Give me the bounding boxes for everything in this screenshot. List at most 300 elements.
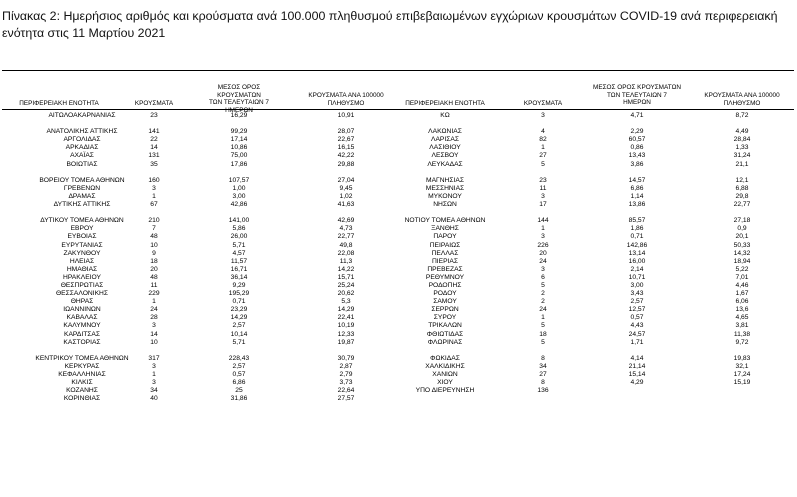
table-row	[0, 258, 797, 266]
left-per100k-cell: 25,24	[337, 281, 355, 289]
right-region-cell: ΣΕΡΡΩΝ	[431, 306, 459, 314]
right-per100k-cell: 21,1	[735, 160, 749, 168]
left-per100k-cell: 1,02	[339, 192, 353, 200]
left-avg7-cell: 195,29	[228, 290, 250, 298]
right-per100k-cell: 15,19	[733, 379, 751, 387]
right-region-cell: ΠΙΕΡΙΑΣ	[431, 257, 459, 265]
left-per100k-cell: 22,08	[337, 249, 355, 257]
left-cases-cell: 67	[150, 201, 158, 209]
left-cases-cell: 3	[152, 322, 156, 330]
right-region-cell: ΧΑΝΙΩΝ	[432, 371, 458, 378]
left-region-cell: ΕΥΡΥΤΑΝΙΑΣ	[61, 241, 103, 249]
table-row	[0, 339, 797, 347]
table-row	[0, 387, 797, 395]
left-avg7-cell: 75,00	[230, 152, 248, 160]
table-row	[0, 363, 797, 371]
right-cases-cell: 27	[539, 371, 547, 378]
right-per100k-cell: 7,01	[735, 273, 749, 281]
left-avg7-cell: 107,57	[228, 176, 250, 184]
left-per100k-cell: 3,73	[339, 379, 353, 387]
left-per100k-cell: 10,91	[337, 112, 355, 119]
left-avg7-cell: 6,86	[232, 379, 246, 387]
left-cases-cell: 24	[150, 306, 158, 314]
left-avg7-cell: 5,71	[232, 241, 246, 249]
header-avg7-line3: ΗΜΕΡΩΝ	[623, 99, 651, 107]
left-cases-cell: 9	[152, 249, 156, 257]
right-region-cell: ΠΕΛΛΑΣ	[431, 249, 459, 257]
left-region-cell: ΚΕΝΤΡΙΚΟΥ ΤΟΜΕΑ ΑΘΗΝΩΝ	[35, 354, 129, 362]
right-avg7-cell: 10,71	[628, 273, 646, 281]
left-cases-cell: 10	[150, 338, 158, 346]
table-body	[0, 112, 797, 403]
right-avg7-cell: 15,14	[628, 371, 646, 378]
right-region-cell: ΛΕΥΚΑΔΑΣ	[427, 160, 463, 168]
right-cases-cell: 6	[541, 273, 545, 281]
left-avg7-cell: 0,71	[232, 298, 246, 306]
left-per100k-cell: 9,45	[339, 184, 353, 192]
table-row	[0, 322, 797, 330]
right-cases-cell: 5	[541, 338, 545, 346]
table-row	[0, 136, 797, 144]
left-per100k-cell: 27,57	[337, 395, 355, 403]
right-per100k-cell: 6,06	[735, 298, 749, 306]
header-top-rule	[2, 70, 794, 71]
left-region-cell: ΚΕΡΚΥΡΑΣ	[64, 362, 100, 370]
right-per100k-cell: 17,24	[733, 371, 751, 378]
left-per100k-cell: 12,33	[337, 330, 355, 338]
table-row	[0, 233, 797, 241]
right-region-cell: ΜΕΣΣΗΝΙΑΣ	[425, 184, 465, 192]
left-region-cell: ΑΡΚΑΔΙΑΣ	[65, 144, 99, 152]
right-avg7-cell: 13,14	[628, 249, 646, 257]
right-avg7-cell: 14,57	[628, 176, 646, 184]
left-avg7-cell: 23,29	[230, 306, 248, 314]
left-cases-cell: 22	[150, 136, 158, 144]
right-cases-cell: 2	[541, 290, 545, 298]
left-cases-cell: 35	[150, 160, 158, 168]
left-region-cell: ΒΟΙΩΤΙΑΣ	[66, 160, 98, 168]
right-avg7-cell: 0,71	[630, 233, 644, 241]
left-region-cell: ΚΑΡΔΙΤΣΑΣ	[63, 330, 101, 338]
right-cases-cell: 136	[537, 387, 549, 395]
right-per100k-cell: 32,1	[735, 362, 749, 370]
left-avg7-cell: 3,00	[232, 192, 246, 200]
left-region-cell: ΚΙΛΚΙΣ	[71, 379, 93, 387]
header-avg7-line1: ΜΕΣΟΣ ΟΡΟΣ ΚΡΟΥΣΜΑΤΩΝ	[593, 84, 681, 91]
right-avg7-cell: 1,14	[630, 192, 644, 200]
left-cases-cell: 3	[152, 184, 156, 192]
right-region-cell: ΦΘΙΩΤΙΔΑΣ	[426, 330, 464, 338]
table-row	[0, 371, 797, 379]
left-region-cell: ΙΩΑΝΝΙΝΩΝ	[63, 306, 101, 314]
table-row	[0, 144, 797, 152]
right-avg7-cell: 4,29	[630, 379, 644, 387]
left-per100k-cell: 10,19	[337, 322, 355, 330]
header-per100k-right	[690, 92, 794, 107]
left-cases-cell: 7	[152, 225, 156, 233]
right-region-cell: ΦΩΚΙΔΑΣ	[430, 354, 460, 362]
right-per100k-cell: 27,18	[733, 217, 751, 225]
table-row	[0, 152, 797, 160]
right-cases-cell: 5	[541, 322, 545, 330]
left-per100k-cell: 29,88	[337, 160, 355, 168]
left-region-cell: ΚΕΦΑΛΛΗΝΙΑΣ	[58, 371, 106, 378]
left-avg7-cell: 16,71	[230, 265, 248, 273]
left-avg7-cell: 228,43	[228, 354, 250, 362]
right-avg7-cell: 16,00	[628, 257, 646, 265]
left-per100k-cell: 14,22	[337, 265, 355, 273]
right-region-cell: ΞΑΝΘΗΣ	[431, 225, 459, 233]
table-row	[0, 161, 797, 169]
left-avg7-cell: 5,86	[232, 225, 246, 233]
left-region-cell: ΘΕΣΠΡΩΤΙΑΣ	[60, 281, 104, 289]
left-region-cell: ΑΙΤΩΛΟΑΚΑΡΝΑΝΙΑΣ	[48, 112, 116, 119]
right-region-cell: ΤΡΙΚΑΛΩΝ	[428, 322, 462, 330]
right-per100k-cell: 13,6	[735, 306, 749, 314]
left-region-cell: ΚΑΒΑΛΑΣ	[66, 314, 98, 322]
left-cases-cell: 1	[152, 298, 156, 306]
left-avg7-cell: 10,86	[230, 144, 248, 152]
left-region-cell: ΑΝΑΤΟΛΙΚΗΣ ΑΤΤΙΚΗΣ	[46, 128, 118, 136]
left-per100k-cell: 42,69	[337, 217, 355, 225]
right-per100k-cell: 11,38	[733, 330, 751, 338]
left-region-cell: ΒΟΡΕΙΟΥ ΤΟΜΕΑ ΑΘΗΝΩΝ	[39, 176, 125, 184]
table-row	[0, 355, 797, 363]
header-avg7-line2: ΤΩΝ ΤΕΛΕΥΤΑΙΩΝ 7	[209, 99, 269, 107]
left-cases-cell: 160	[148, 176, 160, 184]
left-region-cell: ΗΡΑΚΛΕΙΟΥ	[63, 273, 101, 281]
left-per100k-cell: 15,71	[337, 273, 355, 281]
right-region-cell: ΚΩ	[440, 112, 450, 119]
table-row	[0, 290, 797, 298]
right-cases-cell: 3	[541, 265, 545, 273]
left-region-cell: ΚΟΖΑΝΗΣ	[66, 387, 98, 395]
header-avg7-right	[592, 84, 682, 107]
header-bottom-rule	[2, 109, 794, 110]
left-cases-cell: 14	[150, 330, 158, 338]
left-per100k-cell: 5,3	[341, 298, 351, 306]
left-avg7-cell: 25	[235, 387, 243, 395]
table-row	[0, 282, 797, 290]
left-cases-cell: 210	[148, 217, 160, 225]
left-avg7-cell: 2,57	[232, 362, 246, 370]
right-per100k-cell: 1,33	[735, 144, 749, 152]
right-per100k-cell: 9,72	[735, 338, 749, 346]
left-per100k-cell: 19,87	[337, 338, 355, 346]
left-region-cell: ΔΥΤΙΚΗΣ ΑΤΤΙΚΗΣ	[53, 201, 111, 209]
right-avg7-cell: 4,71	[630, 112, 644, 119]
right-per100k-cell: 18,94	[733, 257, 751, 265]
table-row	[0, 201, 797, 209]
right-cases-cell: 1	[541, 144, 545, 152]
right-cases-cell: 144	[537, 217, 549, 225]
left-per100k-cell: 22,77	[337, 233, 355, 241]
header-region-left: ΠΕΡΙΦΕΡΕΙΑΚΗ ΕΝΟΤΗΤΑ	[19, 100, 99, 107]
row-spacer	[0, 169, 797, 177]
right-region-cell: ΣΑΜΟΥ	[433, 298, 457, 306]
left-cases-cell: 14	[150, 144, 158, 152]
left-avg7-cell: 5,71	[232, 338, 246, 346]
right-avg7-cell: 2,29	[630, 128, 644, 136]
left-avg7-cell: 99,29	[230, 128, 248, 136]
right-per100k-cell: 28,84	[733, 136, 751, 144]
row-spacer	[0, 209, 797, 217]
right-region-cell: ΜΥΚΟΝΟΥ	[428, 192, 462, 200]
right-cases-cell: 3	[541, 192, 545, 200]
table-caption: Πίνακας 2: Ημερήσιος αριθμός και κρούσματα ανά 100.000 πληθυσμού επιβεβαιωμένων εγχώριων κρουσμάτων COVID-19 ανά περιφερειακή ενότητα στις 11 Μαρτίου 2021	[2, 9, 778, 40]
left-per100k-cell: 2,79	[339, 371, 353, 378]
left-region-cell: ΑΧΑΪΑΣ	[70, 152, 94, 160]
left-cases-cell: 18	[150, 257, 158, 265]
right-avg7-cell: 85,57	[628, 217, 646, 225]
right-avg7-cell: 60,57	[628, 136, 646, 144]
left-avg7-cell: 1,00	[232, 184, 246, 192]
left-per100k-cell: 2,87	[339, 362, 353, 370]
right-per100k-cell: 14,32	[733, 249, 751, 257]
left-region-cell: ΑΡΓΟΛΙΔΑΣ	[63, 136, 101, 144]
table-row	[0, 379, 797, 387]
left-cases-cell: 28	[150, 314, 158, 322]
left-region-cell: ΗΛΕΙΑΣ	[69, 257, 95, 265]
header-avg7-line3: ΗΜΕΡΩΝ	[225, 106, 253, 114]
left-per100k-cell: 49,8	[339, 241, 353, 249]
left-avg7-cell: 31,86	[230, 395, 248, 403]
right-cases-cell: 4	[541, 128, 545, 136]
left-per100k-cell: 16,15	[337, 144, 355, 152]
right-per100k-cell: 3,81	[735, 322, 749, 330]
left-region-cell: ΕΥΒΟΙΑΣ	[67, 233, 97, 241]
right-avg7-cell: 21,14	[628, 362, 646, 370]
right-per100k-cell: 5,22	[735, 265, 749, 273]
right-region-cell: ΛΕΣΒΟΥ	[431, 152, 459, 160]
right-avg7-cell: 4,43	[630, 322, 644, 330]
right-cases-cell: 20	[539, 249, 547, 257]
right-region-cell: ΜΑΓΝΗΣΙΑΣ	[426, 176, 464, 184]
right-per100k-cell: 4,46	[735, 281, 749, 289]
left-avg7-cell: 11,57	[230, 257, 248, 265]
right-avg7-cell: 0,86	[630, 144, 644, 152]
right-region-cell: ΦΛΩΡΙΝΑΣ	[427, 338, 463, 346]
right-cases-cell: 1	[541, 225, 545, 233]
left-cases-cell: 229	[148, 290, 160, 298]
right-cases-cell: 8	[541, 354, 545, 362]
left-region-cell: ΖΑΚΥΝΘΟΥ	[63, 249, 101, 257]
left-per100k-cell: 42,22	[337, 152, 355, 160]
left-cases-cell: 11	[150, 281, 158, 289]
left-cases-cell: 10	[150, 241, 158, 249]
left-cases-cell: 48	[150, 273, 158, 281]
right-region-cell: ΧΑΛΚΙΔΙΚΗΣ	[425, 362, 465, 370]
right-per100k-cell: 19,83	[733, 354, 751, 362]
table-row	[0, 185, 797, 193]
table-row	[0, 177, 797, 185]
left-per100k-cell: 41,63	[337, 201, 355, 209]
right-cases-cell: 5	[541, 160, 545, 168]
left-region-cell: ΗΜΑΘΙΑΣ	[66, 265, 98, 273]
table-row	[0, 128, 797, 136]
header-per100k-line2: ΠΛΗΘΥΣΜΟ	[723, 99, 761, 107]
right-cases-cell: 11	[539, 184, 547, 192]
table-row	[0, 314, 797, 322]
left-cases-cell: 317	[148, 354, 160, 362]
left-avg7-cell: 42,86	[230, 201, 248, 209]
left-region-cell: ΚΑΛΥΜΝΟΥ	[63, 322, 101, 330]
header-avg7-line2: ΤΩΝ ΤΕΛΕΥΤΑΙΩΝ 7	[607, 91, 667, 99]
left-region-cell: ΚΑΣΤΟΡΙΑΣ	[63, 338, 101, 346]
right-per100k-cell: 50,33	[733, 241, 751, 249]
table-row	[0, 395, 797, 403]
left-avg7-cell: 2,57	[232, 322, 246, 330]
left-region-cell: ΘΕΣΣΑΛΟΝΙΚΗΣ	[55, 290, 109, 298]
left-cases-cell: 23	[150, 112, 158, 119]
left-cases-cell: 3	[152, 379, 156, 387]
right-cases-cell: 3	[541, 233, 545, 241]
table-row	[0, 225, 797, 233]
right-cases-cell: 27	[539, 152, 547, 160]
left-cases-cell: 3	[152, 362, 156, 370]
right-avg7-cell: 2,57	[630, 298, 644, 306]
right-cases-cell: 1	[541, 314, 545, 322]
left-avg7-cell: 14,29	[230, 314, 248, 322]
left-per100k-cell: 22,64	[337, 387, 355, 395]
right-avg7-cell: 142,86	[626, 241, 648, 249]
left-per100k-cell: 27,04	[337, 176, 355, 184]
table-row	[0, 266, 797, 274]
right-per100k-cell: 4,49	[735, 128, 749, 136]
left-cases-cell: 34	[150, 387, 158, 395]
header-cases-left: ΚΡΟΥΣΜΑΤΑ	[134, 100, 174, 107]
right-per100k-cell: 6,88	[735, 184, 749, 192]
right-region-cell: ΛΑΣΙΘΙΟΥ	[429, 144, 461, 152]
right-avg7-cell: 12,57	[628, 306, 646, 314]
right-avg7-cell: 3,00	[630, 281, 644, 289]
table-row	[0, 306, 797, 314]
header-per100k-line1: ΚΡΟΥΣΜΑΤΑ ΑΝΑ 100000	[308, 92, 384, 99]
left-per100k-cell: 22,67	[337, 136, 355, 144]
row-spacer	[0, 347, 797, 355]
left-per100k-cell: 4,73	[339, 225, 353, 233]
left-cases-cell: 131	[148, 152, 160, 160]
right-avg7-cell: 3,43	[630, 290, 644, 298]
right-avg7-cell: 24,57	[628, 330, 646, 338]
left-avg7-cell: 26,00	[230, 233, 248, 241]
right-cases-cell: 18	[539, 330, 547, 338]
left-region-cell: ΔΥΤΙΚΟΥ ΤΟΜΕΑ ΑΘΗΝΩΝ	[40, 217, 124, 225]
right-per100k-cell: 1,67	[735, 290, 749, 298]
right-cases-cell: 82	[539, 136, 547, 144]
left-avg7-cell: 141,00	[228, 217, 250, 225]
left-avg7-cell: 17,86	[230, 160, 248, 168]
left-avg7-cell: 4,57	[232, 249, 246, 257]
table-row	[0, 331, 797, 339]
right-avg7-cell: 1,71	[630, 338, 644, 346]
header-per100k-line1: ΚΡΟΥΣΜΑΤΑ ΑΝΑ 100000	[704, 92, 780, 99]
left-per100k-cell: 28,07	[337, 128, 355, 136]
header-per100k-line2: ΠΛΗΘΥΣΜΟ	[327, 99, 365, 107]
right-per100k-cell: 12,1	[735, 176, 749, 184]
left-avg7-cell: 17,14	[230, 136, 248, 144]
right-per100k-cell: 0,9	[737, 225, 747, 233]
left-cases-cell: 1	[152, 371, 156, 378]
right-avg7-cell: 3,86	[630, 160, 644, 168]
right-cases-cell: 24	[539, 306, 547, 314]
table-row	[0, 217, 797, 225]
left-region-cell: ΔΡΑΜΑΣ	[68, 192, 96, 200]
right-avg7-cell: 6,86	[630, 184, 644, 192]
right-per100k-cell: 31,24	[733, 152, 751, 160]
left-per100k-cell: 30,79	[337, 354, 355, 362]
right-region-cell: ΛΑΡΙΣΑΣ	[431, 136, 459, 144]
row-spacer	[0, 120, 797, 128]
header-avg7-line1: ΜΕΣΟΣ ΟΡΟΣ ΚΡΟΥΣΜΑΤΩΝ	[217, 84, 261, 99]
left-cases-cell: 141	[148, 128, 160, 136]
left-region-cell: ΓΡΕΒΕΝΩΝ	[63, 184, 101, 192]
right-avg7-cell: 1,86	[630, 225, 644, 233]
left-per100k-cell: 20,62	[337, 290, 355, 298]
right-per100k-cell: 29,8	[735, 192, 749, 200]
right-cases-cell: 226	[537, 241, 549, 249]
right-region-cell: ΝΗΣΩΝ	[433, 201, 457, 209]
right-region-cell: ΠΑΡΟΥ	[433, 233, 457, 241]
left-per100k-cell: 22,41	[337, 314, 355, 322]
left-per100k-cell: 11,3	[339, 257, 353, 265]
table-row	[0, 242, 797, 250]
right-region-cell: ΥΠΟ ΔΙΕΡΕΥΝΗΣΗ	[415, 387, 475, 395]
right-region-cell: ΧΙΟΥ	[437, 379, 453, 387]
right-avg7-cell: 0,57	[630, 314, 644, 322]
right-region-cell: ΝΟΤΙΟΥ ΤΟΜΕΑ ΑΘΗΝΩΝ	[404, 217, 486, 225]
right-per100k-cell: 22,77	[733, 201, 751, 209]
left-cases-cell: 1	[152, 192, 156, 200]
right-region-cell: ΣΥΡΟΥ	[433, 314, 457, 322]
right-avg7-cell: 2,14	[630, 265, 644, 273]
left-cases-cell: 20	[150, 265, 158, 273]
right-region-cell: ΠΡΕΒΕΖΑΣ	[427, 265, 463, 273]
table-row	[0, 298, 797, 306]
right-cases-cell: 2	[541, 298, 545, 306]
table-row	[0, 250, 797, 258]
right-region-cell: ΡΟΔΟΠΗΣ	[428, 281, 462, 289]
right-avg7-cell: 13,86	[628, 201, 646, 209]
left-avg7-cell: 10,14	[230, 330, 248, 338]
left-per100k-cell: 14,29	[337, 306, 355, 314]
header-cases-right: ΚΡΟΥΣΜΑΤΑ	[523, 100, 563, 107]
right-region-cell: ΡΟΔΟΥ	[433, 290, 457, 298]
right-region-cell: ΡΕΘΥΜΝΟΥ	[425, 273, 465, 281]
left-cases-cell: 40	[150, 395, 158, 403]
right-cases-cell: 24	[539, 257, 547, 265]
right-per100k-cell: 4,65	[735, 314, 749, 322]
table-row	[0, 112, 797, 120]
left-region-cell: ΚΟΡΙΝΘΙΑΣ	[63, 395, 101, 403]
table-row	[0, 274, 797, 282]
left-avg7-cell: 9,29	[232, 281, 246, 289]
right-cases-cell: 17	[539, 201, 547, 209]
right-region-cell: ΠΕΙΡΑΙΩΣ	[429, 241, 461, 249]
right-per100k-cell: 20,1	[735, 233, 749, 241]
right-cases-cell: 8	[541, 379, 545, 387]
left-avg7-cell: 36,14	[230, 273, 248, 281]
left-cases-cell: 48	[150, 233, 158, 241]
right-avg7-cell: 13,43	[628, 152, 646, 160]
table-row	[0, 193, 797, 201]
right-region-cell: ΛΑΚΩΝΙΑΣ	[428, 128, 462, 136]
right-per100k-cell: 8,72	[735, 112, 749, 119]
left-avg7-cell: 16,29	[230, 112, 248, 119]
left-region-cell: ΘΗΡΑΣ	[70, 298, 94, 306]
right-cases-cell: 34	[539, 362, 547, 370]
header-region-right: ΠΕΡΙΦΕΡΕΙΑΚΗ ΕΝΟΤΗΤΑ	[405, 100, 485, 107]
